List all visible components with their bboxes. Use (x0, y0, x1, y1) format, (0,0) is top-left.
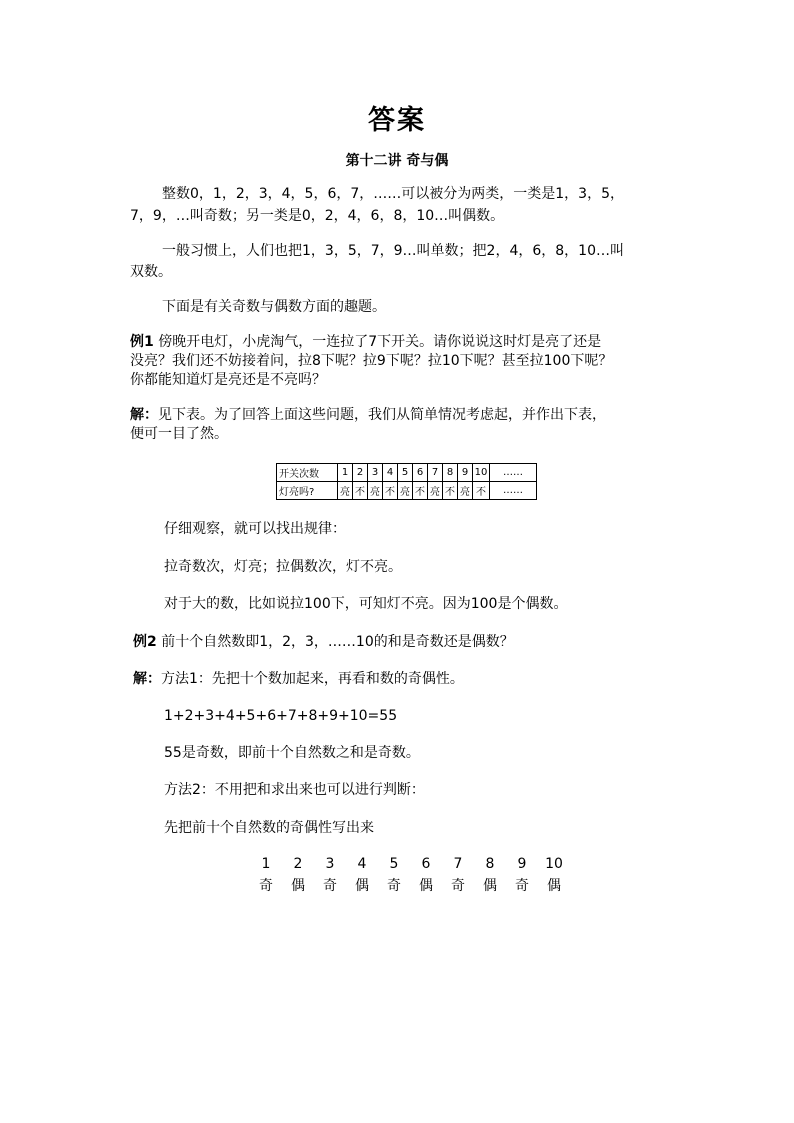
table-cell: 10 (473, 464, 490, 482)
intro-p3: 下面是有关奇数与偶数方面的趣题。 (162, 299, 386, 315)
page-title: 答案 (368, 105, 426, 136)
example2-text: 前十个自然数即1，2，3，……10的和是奇数还是偶数？ (156, 634, 514, 650)
table-cell: 3 (368, 464, 383, 482)
example2-line (133, 631, 514, 653)
solution2-method1: 方法1：先把十个数加起来，再看和数的奇偶性。 (161, 671, 464, 687)
table-cell: 7 (428, 464, 443, 482)
parity-label: 偶 (419, 878, 433, 894)
table-cell: 不 (353, 482, 368, 500)
example2-label: 例2 (133, 634, 157, 650)
parity-label: 奇 (323, 878, 337, 894)
rule-text: 拉奇数次，灯亮；拉偶数次，灯不亮。 (164, 559, 402, 575)
table-cell: 不 (473, 482, 490, 500)
intro-p1-line2: 7，9，…叫奇数；另一类是0，2，4，6，8，10…叫偶数。 (130, 208, 505, 224)
table-cell: 亮 (458, 482, 473, 500)
intro-p1-line1: 整数0，1，2，3，4，5，6，7，……可以被分为两类，一类是1，3，5， (162, 186, 624, 202)
table-cell-ellipsis: …… (490, 464, 537, 482)
method2-detail: 先把前十个自然数的奇偶性写出来 (164, 820, 374, 836)
parity-label: 偶 (355, 878, 369, 894)
table-cell: 不 (413, 482, 428, 500)
solution1-label: 解： (130, 407, 158, 423)
table-row (277, 482, 537, 500)
table-cell-ellipsis: …… (490, 482, 537, 500)
parity-number: 9 (517, 856, 527, 872)
table-cell: 5 (398, 464, 413, 482)
sum-equation: 1+2+3+4+5+6+7+8+9+10=55 (164, 708, 398, 724)
solution2-line (133, 668, 464, 690)
parity-label: 奇 (387, 878, 401, 894)
solution1-line2: 便可一目了然。 (130, 426, 228, 442)
parity-number: 4 (357, 856, 367, 872)
intro-p2-line1: 一般习惯上，人们也把1，3，5，7，9…叫单数；把2，4，6，8，10…叫 (162, 243, 624, 259)
solution1-text1: 见下表。为了回答上面这些问题，我们从简单情况考虑起，并作出下表， (158, 407, 606, 423)
parity-number: 5 (389, 856, 399, 872)
method2-text: 方法2：不用把和求出来也可以进行判断： (164, 782, 425, 798)
table-row (277, 464, 537, 482)
parity-number: 10 (545, 856, 563, 872)
parity-number: 3 (325, 856, 335, 872)
table-header-toggle-count: 开关次数 (277, 464, 338, 482)
parity-number: 2 (293, 856, 303, 872)
table-cell: 1 (338, 464, 353, 482)
table-cell: 不 (443, 482, 458, 500)
parity-number: 7 (453, 856, 463, 872)
table-cell: 2 (353, 464, 368, 482)
solution2-label: 解： (133, 671, 161, 687)
example1-line2: 没亮？我们还不妨接着问，拉8下呢？拉9下呢？拉10下呢？甚至拉100下呢？ (130, 353, 613, 369)
parity-label: 偶 (547, 878, 561, 894)
example1-text1: 傍晚开电灯，小虎淘气，一连拉了7下开关。请你说说这时灯是亮了还是 (153, 334, 602, 350)
parity-label: 奇 (515, 878, 529, 894)
table-cell: 8 (443, 464, 458, 482)
intro-p2-line2: 双数。 (130, 264, 172, 280)
example1-line3: 你都能知道灯是亮还是不亮吗？ (130, 372, 326, 388)
parity-labels-row (250, 875, 570, 895)
table-cell: 不 (383, 482, 398, 500)
table-cell: 亮 (428, 482, 443, 500)
table-cell: 4 (383, 464, 398, 482)
table-cell: 亮 (338, 482, 353, 500)
table-header-light-on: 灯亮吗? (277, 482, 338, 500)
large-number-text: 对于大的数，比如说拉100下，可知灯不亮。因为100是个偶数。 (164, 596, 568, 612)
light-toggle-table (276, 463, 537, 500)
table-cell: 亮 (368, 482, 383, 500)
table-cell: 9 (458, 464, 473, 482)
example1-label: 例1 (130, 334, 154, 350)
parity-number: 6 (421, 856, 431, 872)
parity-numbers-row (250, 856, 570, 872)
parity-label: 偶 (483, 878, 497, 894)
parity-label: 奇 (259, 878, 273, 894)
parity-label: 偶 (291, 878, 305, 894)
table-cell: 亮 (398, 482, 413, 500)
lecture-subtitle: 第十二讲 奇与偶 (345, 153, 449, 169)
observe-text: 仔细观察，就可以找出规律： (164, 521, 346, 537)
parity-label: 奇 (451, 878, 465, 894)
parity-number: 8 (485, 856, 495, 872)
table-cell: 6 (413, 464, 428, 482)
parity-number: 1 (261, 856, 271, 872)
sum-conclusion: 55是奇数，即前十个自然数之和是奇数。 (164, 745, 420, 761)
